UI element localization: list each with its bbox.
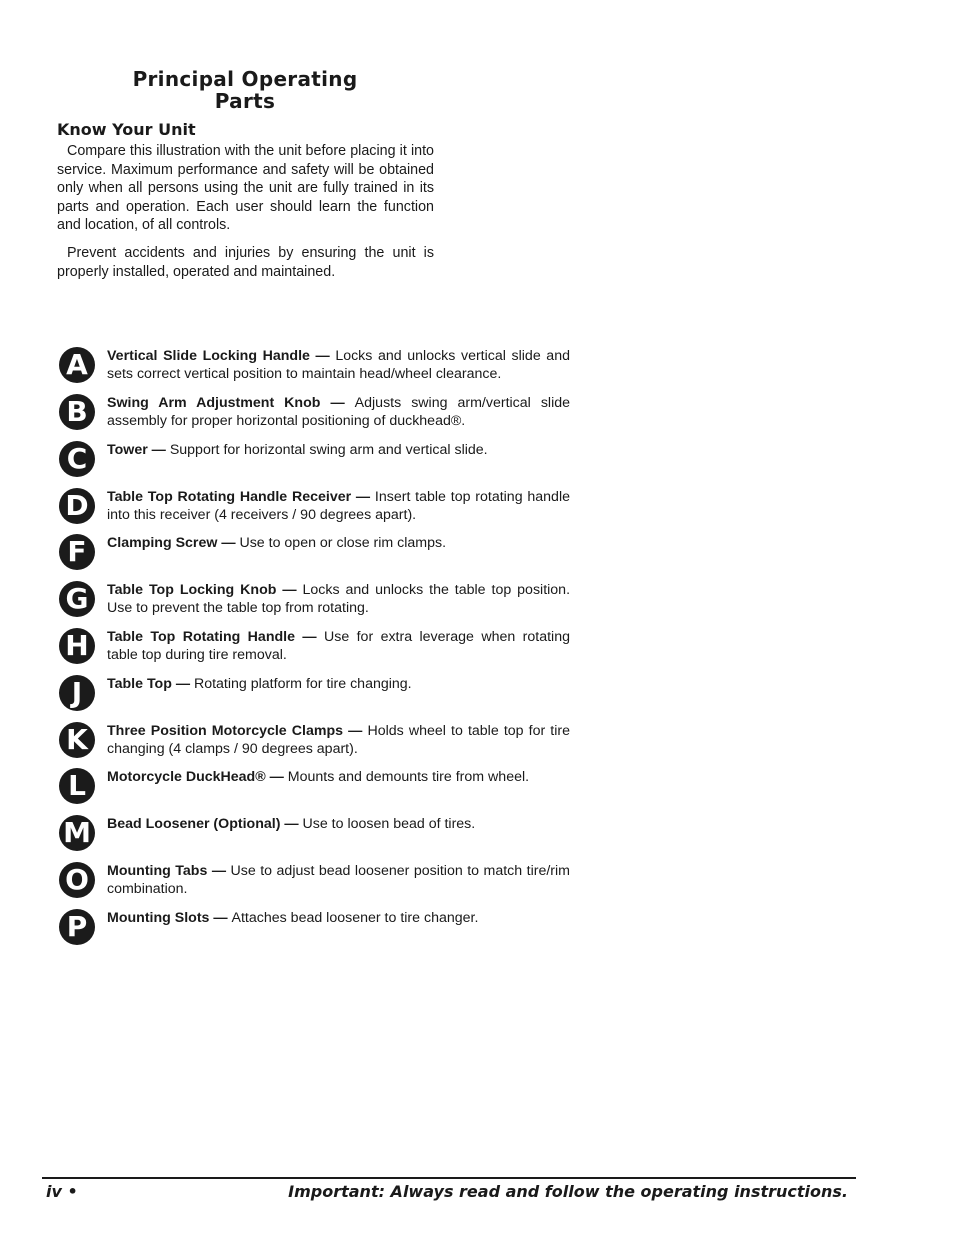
part-separator: — [320, 395, 355, 411]
part-text: Insert table top rotating handle into this receiver (4 receivers / 90 degrees apart). [107, 489, 570, 523]
page-title [95, 68, 395, 112]
part-separator: — [171, 676, 194, 692]
part-item [57, 441, 571, 485]
part-separator: — [217, 535, 240, 551]
part-letter-badge: L [59, 768, 95, 804]
part-separator: — [147, 442, 170, 458]
part-name: Table Top [107, 676, 172, 692]
page-number: iv • [46, 1182, 78, 1201]
part-description [107, 348, 570, 384]
part-text: Use for extra leverage when rotating table top during tire removal. [107, 629, 570, 663]
title-line-2: Parts [214, 89, 276, 113]
part-text: Holds wheel to table top for tire changing (4 clamps / 90 degrees apart). [107, 723, 571, 757]
part-item [57, 394, 571, 438]
part-separator: — [207, 863, 231, 879]
part-name: Clamping Screw [107, 535, 218, 551]
part-letter-badge: P [59, 909, 95, 945]
part-separator: — [343, 723, 368, 739]
intro-text [57, 142, 434, 290]
part-separator: — [294, 629, 324, 645]
part-name: Mounting Tabs [107, 863, 208, 879]
part-letter-badge: A [59, 347, 95, 383]
part-item [57, 815, 571, 859]
part-separator: — [280, 816, 303, 832]
part-item [57, 909, 571, 953]
part-text: Adjusts swing arm/vertical slide assembly for proper horizontal positioning of duckhead®. [107, 395, 571, 429]
part-separator: — [276, 582, 303, 598]
part-letter-badge: M [59, 815, 95, 851]
part-name: Table Top Rotating Handle [107, 629, 295, 645]
intro-paragraph-1: Compare this illustration with the unit before placing it into service. Maximum performance and safety will be obtained only when all persons using the unit are fully trained in its parts and operation. Each user should learn the function and location, of all controls. [57, 143, 434, 234]
title-line-1: Principal Operating [132, 67, 358, 91]
part-description [107, 769, 570, 787]
section-subheading: Know Your Unit [57, 120, 196, 139]
part-letter-badge: K [59, 722, 95, 758]
part-letter-badge: H [59, 628, 95, 664]
part-letter-badge: C [59, 441, 95, 477]
part-letter-badge: O [59, 862, 95, 898]
part-item [57, 581, 571, 625]
part-item [57, 628, 571, 672]
part-letter-badge: B [59, 394, 95, 430]
part-name: Motorcycle DuckHead® [107, 769, 266, 785]
part-description [107, 535, 570, 553]
part-text: Use to open or close rim clamps. [239, 535, 447, 551]
part-text: Rotating platform for tire changing. [193, 676, 412, 692]
part-name: Swing Arm Adjustment Knob [107, 395, 321, 411]
part-letter-badge: F [59, 534, 95, 570]
part-name: Bead Loosener (Optional) [107, 816, 281, 832]
part-letter-badge: D [59, 488, 95, 524]
part-separator: — [351, 489, 375, 505]
part-item [57, 347, 571, 391]
footer-divider [42, 1177, 856, 1179]
footer-notice: Important: Always read and follow the operating instructions. [288, 1182, 848, 1201]
part-item [57, 488, 571, 532]
part-description [107, 676, 570, 694]
part-item [57, 675, 571, 719]
part-letter-badge: J [59, 675, 95, 711]
part-description [107, 629, 570, 665]
part-name: Vertical Slide Locking Handle [107, 348, 310, 364]
part-item [57, 862, 571, 906]
part-item [57, 768, 571, 812]
part-description [107, 582, 570, 618]
part-separator: — [309, 348, 336, 364]
part-name: Table Top Locking Knob [107, 582, 277, 598]
part-description [107, 395, 570, 431]
part-item [57, 722, 571, 766]
part-text: Attaches bead loosener to tire changer. [231, 910, 479, 926]
part-description [107, 816, 570, 834]
part-name: Table Top Rotating Handle Receiver [107, 489, 352, 505]
part-name: Mounting Slots [107, 910, 210, 926]
part-text: Locks and unlocks the table top position. Use to prevent the table top from rotating. [107, 582, 571, 616]
part-description [107, 723, 570, 759]
part-text: Mounts and demounts tire from wheel. [287, 769, 530, 785]
part-separator: — [209, 910, 232, 926]
intro-paragraph-2: Prevent accidents and injuries by ensuring the unit is properly installed, operated and maintained. [57, 244, 434, 280]
part-text: Use to adjust bead loosener position to match tire/rim combination. [107, 863, 570, 897]
part-text: Use to loosen bead of tires. [302, 816, 476, 832]
part-description [107, 863, 570, 899]
part-name: Three Position Motorcycle Clamps [107, 723, 344, 739]
part-description [107, 910, 570, 928]
part-description [107, 489, 570, 525]
part-separator: — [265, 769, 288, 785]
part-item [57, 534, 571, 578]
part-text: Support for horizontal swing arm and vertical slide. [169, 442, 488, 458]
part-text: Locks and unlocks vertical slide and sets correct vertical position to maintain head/wheel clearance. [107, 348, 570, 382]
part-letter-badge: G [59, 581, 95, 617]
part-name: Tower [107, 442, 148, 458]
part-description [107, 442, 570, 460]
